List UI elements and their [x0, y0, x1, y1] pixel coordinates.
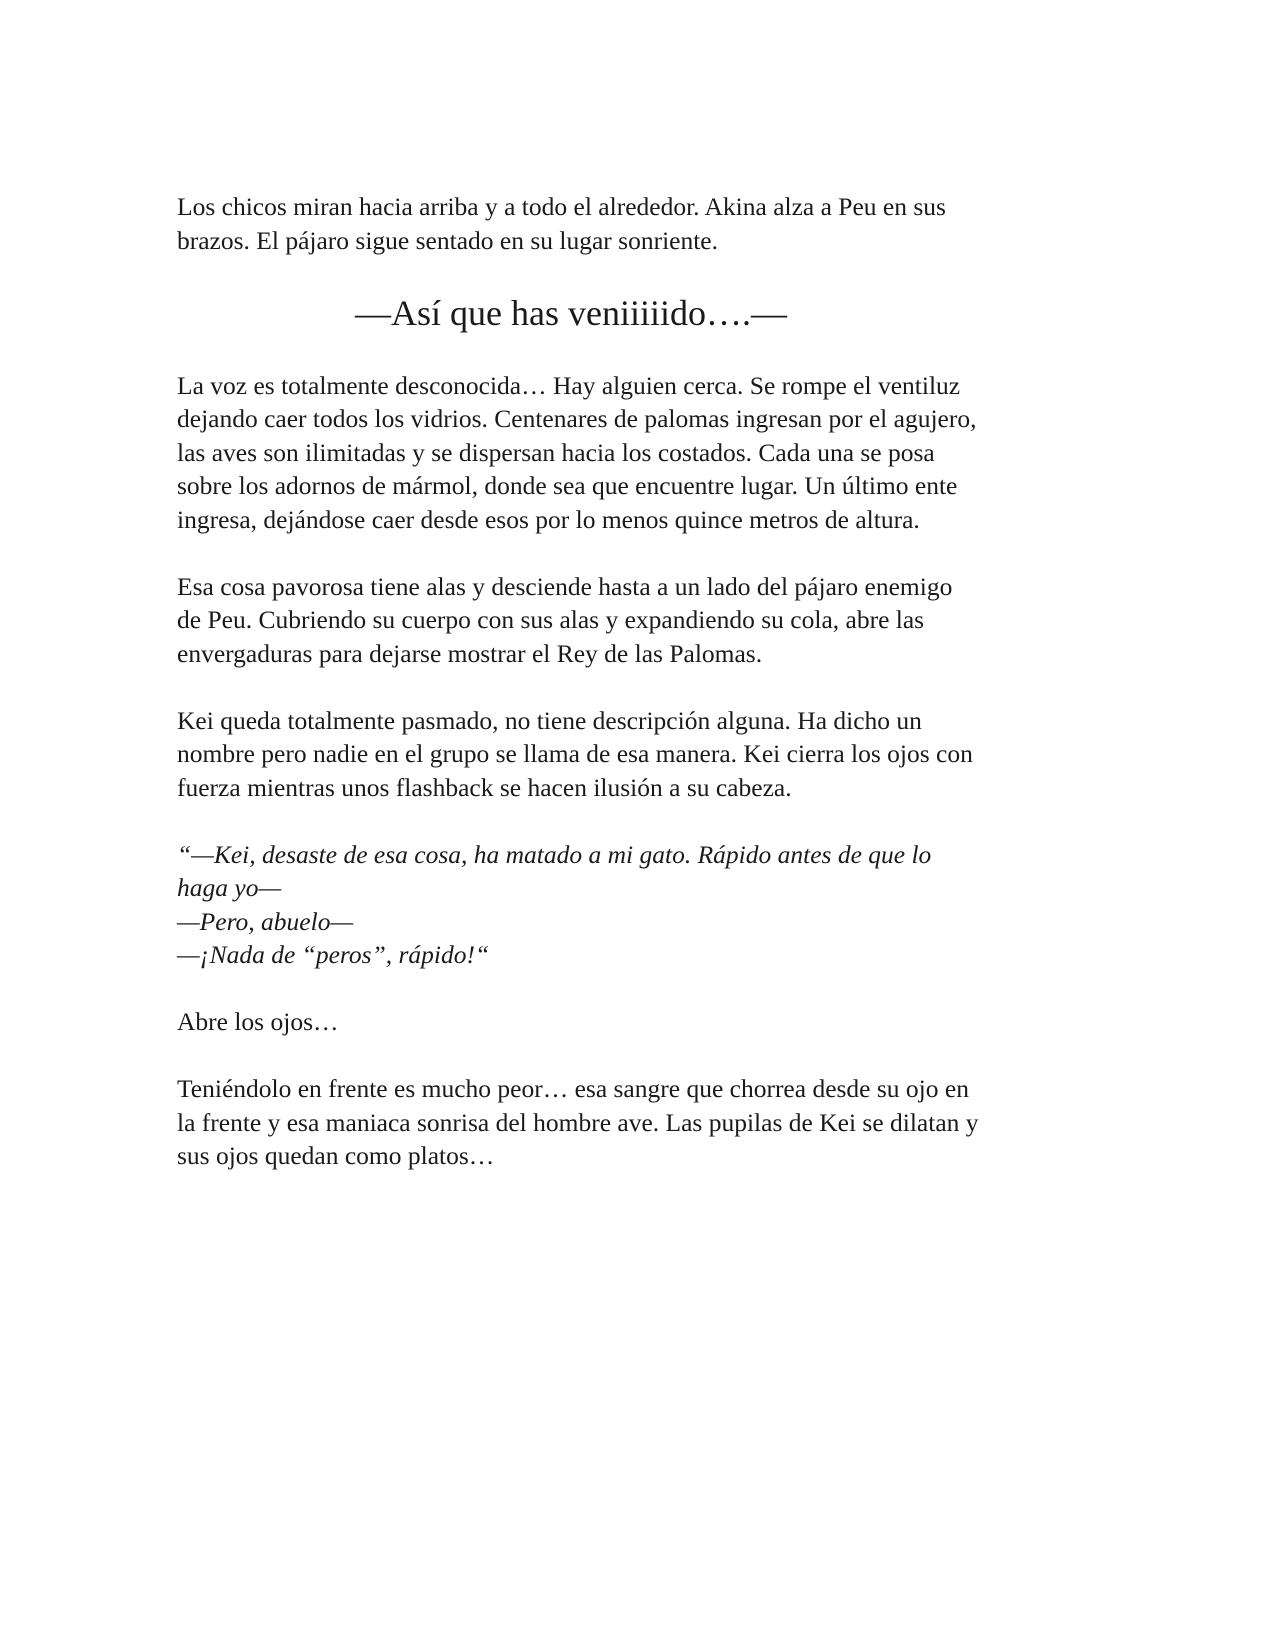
paragraph-4: Kei queda totalmente pasmado, no tiene descripción alguna. Ha dicho un nombre pero nadie en el grupo se llama de esa manera. Kei cierra los ojos con fuerza mientras unos flashback se hacen ilusión a su cabeza.: [177, 705, 973, 802]
paragraph-6: Teniéndolo en frente es mucho peor… esa sangre que chorrea desde su ojo en la frente y esa maniaca sonrisa del hombre ave. Las pupilas de Kei se dilatan y sus ojos quedan como platos…: [177, 1074, 979, 1170]
paragraph-5: Abre los ojos…: [177, 1007, 339, 1036]
flashback-line-4: —¡Nada de “peros”, rápido!“: [177, 940, 490, 969]
flashback-line-2: haga yo—: [177, 873, 282, 902]
paragraph-2: La voz es totalmente desconocida… Hay alguien cerca. Se rompe el ventiluz dejando caer todos los vidrios. Centenares de palomas ingresan por el agujero, las aves son ilimitadas y se dispersan hacia los costados. Cada una se posa sobre los adornos de mármol, donde sea que encuentre lugar. Un último ente ingresa, dejándose caer desde esos por lo menos quince metros de altura.: [177, 370, 977, 534]
flashback-dialogue: [177, 838, 1107, 972]
flashback-line-1: “—Kei, desaste de esa cosa, ha matado a mi gato. Rápido antes de que lo: [177, 839, 932, 869]
dialogue-heading: —Así que has veniiiiido….—: [355, 292, 787, 333]
flashback-line-3: —Pero, abuelo—: [177, 906, 354, 936]
paragraph-3: Esa cosa pavorosa tiene alas y desciende hasta a un lado del pájaro enemigo de Peu. Cubriendo su cuerpo con sus alas y expandiendo su cola, abre las envergaduras para dejarse mostrar el Rey de las Palomas.: [177, 571, 953, 668]
page-body: [177, 190, 1107, 1206]
paragraph-1: Los chicos miran hacia arriba y a todo el alrededor. Akina alza a Peu en sus brazos. El pájaro sigue sentado en su lugar sonriente.: [177, 192, 946, 255]
